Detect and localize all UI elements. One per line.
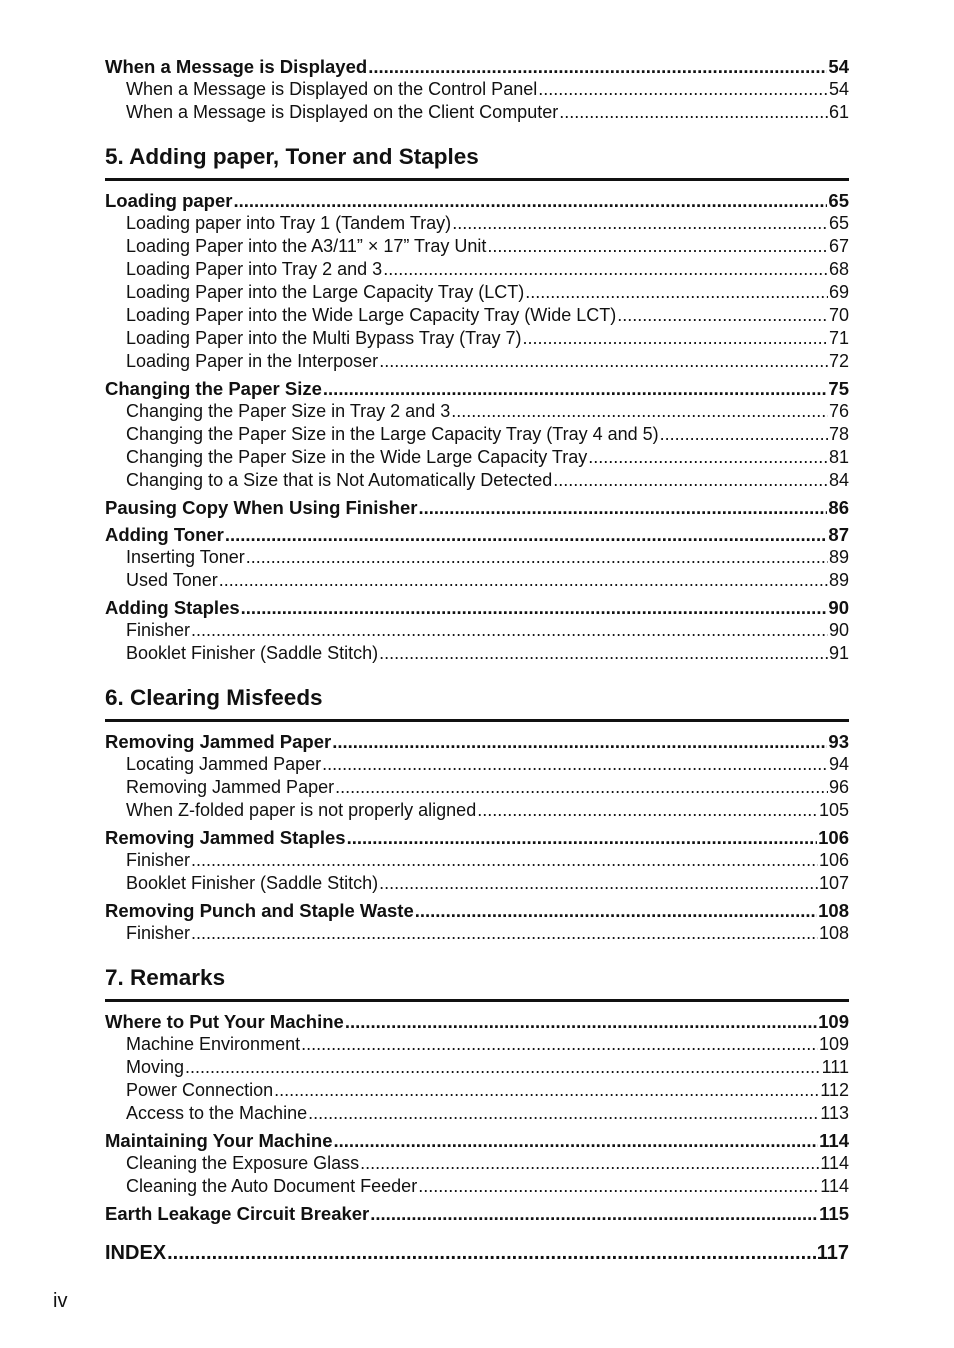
dot-leader [418,496,827,519]
toc-entry-sub[interactable] [105,446,849,469]
dot-leader [588,446,828,469]
dot-leader [185,1056,821,1079]
toc-entry-title: Access to the Machine [126,1103,308,1123]
dot-leader [360,1152,819,1175]
toc-entry-title: Removing Jammed Staples [105,827,346,848]
dot-leader [308,1102,819,1125]
toc-entry-page: 84 [828,470,849,490]
chapter-rule [105,178,849,181]
toc-entry-page: 114 [819,1130,849,1151]
chapter-title: 7. Remarks [105,965,226,990]
page-number: iv [53,1290,68,1312]
toc-entry-sub[interactable] [105,327,849,350]
dot-leader [415,899,817,922]
toc-entry-page: 112 [820,1080,849,1100]
toc-entry-page: 109 [818,1034,849,1054]
dot-leader [379,872,818,895]
toc-entry-page: 65 [828,190,849,211]
toc-entry-page: 72 [828,351,849,371]
toc-entry-sub[interactable] [105,78,849,101]
toc-entry-page: 67 [828,236,849,256]
toc-entry-title: Used Toner [126,570,218,590]
toc-entry-page: 111 [821,1057,849,1077]
toc-entry-title: Finisher [126,850,191,870]
toc-entry-title: When a Message is Displayed on the Control Panel [126,79,538,99]
dot-leader [538,78,828,101]
toc-entry-page: 114 [820,1176,849,1196]
toc-entry-sub[interactable] [105,922,849,945]
toc-entry-title: Removing Jammed Paper [105,731,332,752]
toc-entry-page: 68 [828,259,849,279]
chapter-rule [105,719,849,722]
toc-entry-sub[interactable] [105,1152,849,1175]
toc-entry-sub[interactable] [105,281,849,304]
toc-entry-title: When a Message is Displayed [105,56,368,77]
toc-entry-page: 75 [828,378,849,399]
toc-entry-main[interactable] [105,1010,849,1033]
toc-entry-title: INDEX [105,1242,167,1264]
toc-entry-main[interactable] [105,1202,849,1225]
toc-entry-page: 91 [828,643,849,663]
toc-entry-title: Pausing Copy When Using Finisher [105,497,418,518]
dot-leader [274,1079,819,1102]
toc-entry-page: 69 [828,282,849,302]
dot-leader [301,1033,818,1056]
dot-leader [452,212,828,235]
dot-leader [370,1202,818,1225]
toc-entry-title: Removing Punch and Staple Waste [105,900,414,921]
dot-leader [525,281,828,304]
toc-entry-sub[interactable] [105,235,849,258]
chapter-heading [105,683,849,722]
toc-entry-page: 70 [828,305,849,325]
toc-entry-sub[interactable] [105,849,849,872]
toc-entry-title: Finisher [126,620,191,640]
toc-entry-index[interactable] [105,1239,849,1267]
toc-entry-title: Earth Leakage Circuit Breaker [105,1203,370,1224]
toc-entry-title: Loading Paper in the Interposer [126,351,379,371]
toc-entry-title: Booklet Finisher (Saddle Stitch) [126,643,379,663]
dot-leader [451,400,828,423]
dot-leader [487,235,828,258]
dot-leader [379,350,828,373]
dot-leader [334,1129,819,1152]
toc-entry-sub[interactable] [105,304,849,327]
dot-leader [323,377,828,400]
toc-entry-sub[interactable] [105,799,849,822]
toc-entry-page: 113 [820,1103,849,1123]
dot-leader [233,189,827,212]
toc-entry-main[interactable] [105,189,849,212]
dot-leader [246,546,828,569]
dot-leader [332,730,827,753]
toc-entry-title: When a Message is Displayed on the Client Computer [126,102,559,122]
toc-entry-page: 90 [828,597,849,618]
toc-entry-sub[interactable] [105,1033,849,1056]
dot-leader [322,753,828,776]
toc-entry-sub[interactable] [105,1056,849,1079]
toc-entry-page: 90 [828,620,849,640]
toc-entry-page: 105 [818,800,849,820]
dot-leader [191,619,828,642]
toc-entry-title: Cleaning the Exposure Glass [126,1153,360,1173]
toc-entry-main[interactable] [105,1129,849,1152]
toc-entry-sub[interactable] [105,872,849,895]
toc-entry-page: 108 [818,923,849,943]
toc-entry-sub[interactable] [105,642,849,665]
toc-entry-sub[interactable] [105,569,849,592]
toc-entry-page: 117 [816,1242,849,1264]
toc-entry-page: 86 [828,497,849,518]
toc-entry-title: Locating Jammed Paper [126,754,322,774]
toc-entry-main[interactable] [105,377,849,400]
dot-leader [559,101,828,124]
dot-leader [241,596,828,619]
toc-entry-title: Moving [126,1057,185,1077]
dot-leader [477,799,818,822]
toc-entry-title: Removing Jammed Paper [126,777,335,797]
toc-entry-sub[interactable] [105,212,849,235]
toc-entry-sub[interactable] [105,1175,849,1198]
chapter-title: 6. Clearing Misfeeds [105,685,323,710]
toc-entry-sub[interactable] [105,1079,849,1102]
toc-entry-title: Adding Toner [105,524,224,545]
toc-entry-page: 107 [818,873,849,893]
chapter-heading [105,963,849,1002]
dot-leader [167,1239,816,1267]
chapter-heading [105,142,849,181]
toc-entry-title: Loading Paper into the A3/11” × 17” Tray Unit [126,236,487,256]
toc-entry-main[interactable] [105,496,849,519]
toc-entry-main[interactable] [105,730,849,753]
toc-entry-page: 114 [820,1153,849,1173]
toc-entry-main[interactable] [105,899,849,922]
dot-leader [418,1175,819,1198]
toc-entry-sub[interactable] [105,350,849,373]
toc-entry-page: 54 [828,56,849,77]
dot-leader [617,304,828,327]
dot-leader [335,776,828,799]
dot-leader [345,1010,817,1033]
toc-entry-title: Cleaning the Auto Document Feeder [126,1176,418,1196]
toc-entry-page: 65 [828,213,849,233]
chapter-rule [105,999,849,1002]
toc-entry-title: Changing the Paper Size in the Large Capacity Tray (Tray 4 and 5) [126,424,659,444]
toc-entry-main[interactable] [105,523,849,546]
toc-entry-title: Where to Put Your Machine [105,1011,344,1032]
toc-entry-title: Loading paper into Tray 1 (Tandem Tray) [126,213,452,233]
toc-entry-title: Maintaining Your Machine [105,1130,333,1151]
dot-leader [225,523,828,546]
toc-entry-sub[interactable] [105,753,849,776]
toc-entry-title: When Z-folded paper is not properly aligned [126,800,477,820]
toc-entry-page: 76 [828,401,849,421]
toc-entry-page: 115 [819,1203,849,1224]
dot-leader [368,55,827,78]
toc-entry-page: 78 [828,424,849,444]
dot-leader [660,423,828,446]
toc-entry-main[interactable] [105,596,849,619]
dot-leader [347,826,818,849]
toc-entry-title: Changing to a Size that is Not Automatically Detected [126,470,553,490]
toc-entry-title: Finisher [126,923,191,943]
toc-entry-main[interactable] [105,55,849,78]
toc-entry-page: 89 [828,547,849,567]
dot-leader [191,922,818,945]
toc-entry-sub[interactable] [105,423,849,446]
toc-entry-sub[interactable] [105,619,849,642]
toc-entry-title: Inserting Toner [126,547,245,567]
toc-entry-page: 61 [828,102,849,122]
toc-entry-page: 81 [828,447,849,467]
toc-entry-sub[interactable] [105,469,849,492]
toc-entry-title: Loading Paper into the Multi Bypass Tray (Tray 7) [126,328,522,348]
toc-entry-page: 71 [828,328,849,348]
chapter-title: 5. Adding paper, Toner and Staples [105,144,479,169]
toc-entry-title: Changing the Paper Size in Tray 2 and 3 [126,401,451,421]
toc-entry-title: Changing the Paper Size in the Wide Large Capacity Tray [126,447,588,467]
dot-leader [379,642,828,665]
toc-entry-title: Power Connection [126,1080,274,1100]
toc-entry-page: 106 [818,850,849,870]
dot-leader [553,469,828,492]
toc-entry-title: Loading Paper into the Wide Large Capacity Tray (Wide LCT) [126,305,617,325]
toc-entry-sub[interactable] [105,776,849,799]
toc-entry-title: Booklet Finisher (Saddle Stitch) [126,873,379,893]
toc-entry-title: Loading Paper into Tray 2 and 3 [126,259,383,279]
toc-entry-page: 96 [828,777,849,797]
toc-entry-title: Changing the Paper Size [105,378,322,399]
toc-entry-sub[interactable] [105,101,849,124]
toc-entry-title: Machine Environment [126,1034,301,1054]
toc-entry-page: 106 [818,827,849,848]
dot-leader [523,327,828,350]
toc-entry-page: 89 [828,570,849,590]
toc-entry-sub[interactable] [105,546,849,569]
toc-entry-title: Loading Paper into the Large Capacity Tray (LCT) [126,282,525,302]
toc-entry-sub[interactable] [105,258,849,281]
toc-entry-sub[interactable] [105,1102,849,1125]
toc-entry-page: 93 [828,731,849,752]
toc-entry-title: Loading paper [105,190,233,211]
toc-entry-page: 94 [828,754,849,774]
dot-leader [219,569,828,592]
table-of-contents [105,55,849,1267]
toc-entry-page: 54 [828,79,849,99]
toc-entry-title: Adding Staples [105,597,240,618]
toc-entry-page: 108 [818,900,849,921]
toc-entry-page: 87 [828,524,849,545]
toc-entry-main[interactable] [105,826,849,849]
dot-leader [191,849,818,872]
toc-entry-page: 109 [818,1011,849,1032]
toc-entry-sub[interactable] [105,400,849,423]
dot-leader [383,258,828,281]
